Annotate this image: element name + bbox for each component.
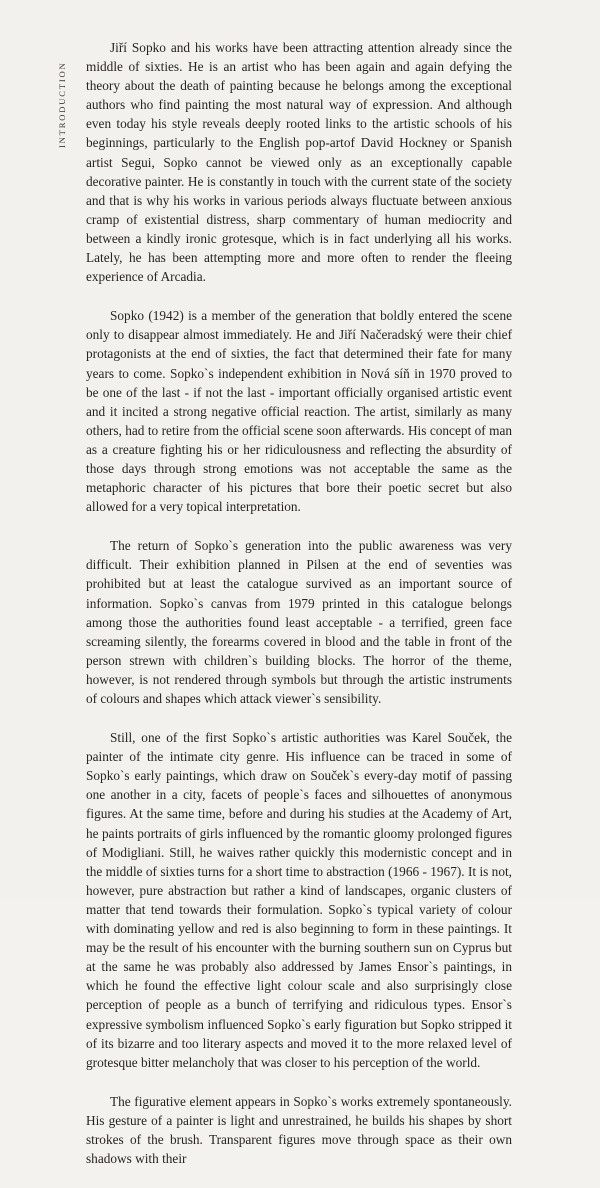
section-label-text: INTRODUCTION bbox=[57, 61, 67, 148]
paragraph-1: Jiří Sopko and his works have been attracting attention already since the middle of sixties. He is an artist who has been again and again defying the theory about the death of painting because he belongs among the exceptional authors who find painting the most natural way of expression. And although even today his style reveals deeply rooted links to the artistic schools of his beginnings, particularly to the English pop-artof David Hockney or Spanish artist Segui, Sopko cannot be viewed only as an exceptionally capable decorative painter. He is constantly in touch with the current state of the society and that is why his works in various periods always fluctuate between anxious cramp of existential distress, sharp commentary of human mediocrity and between a kindly ironic grotesque, which is in fact underlying all his works. Lately, he has been attempting more and more often to render the fleeing experience of Arcadia. bbox=[86, 40, 512, 285]
paragraph-4: Still, one of the first Sopko`s artistic authorities was Karel Souček, the painter of the intimate city genre. His influence can be traced in some of Sopko`s early paintings, which draw on Souček`s every-day motif of passing one another in a city, facets of people`s faces and silhouettes of anonymous figures. At the same time, before and during his studies at the Academy of Art, he paints portraits of girls influenced by the romantic gloomy prolonged figures of Modigliani. Still, he waives rather quickly this modernistic concept and in the middle of sixties turns for a short time to abstraction (1966 - 1967). It is not, however, pure abstraction but rather a kind of landscapes, organic clusters of matter that tend towards their formulation. Sopko`s typical variety of colour with dominating yellow and red is also beginning to form in these paintings. It may be the result of his encounter with the burning southern sun on Cyprus but at the same he was probably also addressed by James Ensor`s paintings, in which he found the effective light colour scale and also surprisingly close perception of people as a bunch of terrifying and ridiculous types. Ensor`s expressive symbolism influenced Sopko`s early figuration but Sopko stripped it of its bizarre and too literary aspects and moved it to the more relaxed level of grotesque bitter melancholy that was closer to his perception of the world. bbox=[86, 730, 512, 1070]
paragraph-2: Sopko (1942) is a member of the generation that boldly entered the scene only to disappear almost immediately. He and Jiří Načeradský were their chief protagonists at the end of sixties, the fact that determined their fate for many years to come. Sopko`s independent exhibition in Nová síň in 1970 proved to be one of the last - if not the last - important officially organised artistic event and it incited a strong negative official reaction. The artist, similarly as many others, had to retire from the official scene soon afterwards. His concept of man as a creature fighting his or her ridiculousness and reflecting the absurdity of those days through strong emotions was not acceptable the same as the metaphoric character of his pictures that bore their poetic secret but also allowed for a very topical interpretation. bbox=[86, 308, 512, 515]
body-text-column bbox=[86, 38, 512, 1188]
paragraph-5: The figurative element appears in Sopko`s works extremely spontaneously. His gesture of a painter is light and unrestrained, he builds his shapes by short strokes of the brush. Transparent figures move through space as their own shadows with their bbox=[86, 1093, 512, 1167]
section-label-vertical bbox=[57, 38, 71, 158]
paragraph-3: The return of Sopko`s generation into the public awareness was very difficult. Their exhibition planned in Pilsen at the end of seventies was prohibited but at least the catalogue survived as an important source of information. Sopko`s canvas from 1979 printed in this catalogue belongs among those the authorities found least acceptable - a terrified, green face screaming silently, the forearms covered in blood and the table in front of the person strewn with children`s building blocks. The horror of the theme, however, is not rendered through symbols but through the artistic instruments of colours and shapes which attack viewer`s sensibility. bbox=[86, 538, 512, 706]
